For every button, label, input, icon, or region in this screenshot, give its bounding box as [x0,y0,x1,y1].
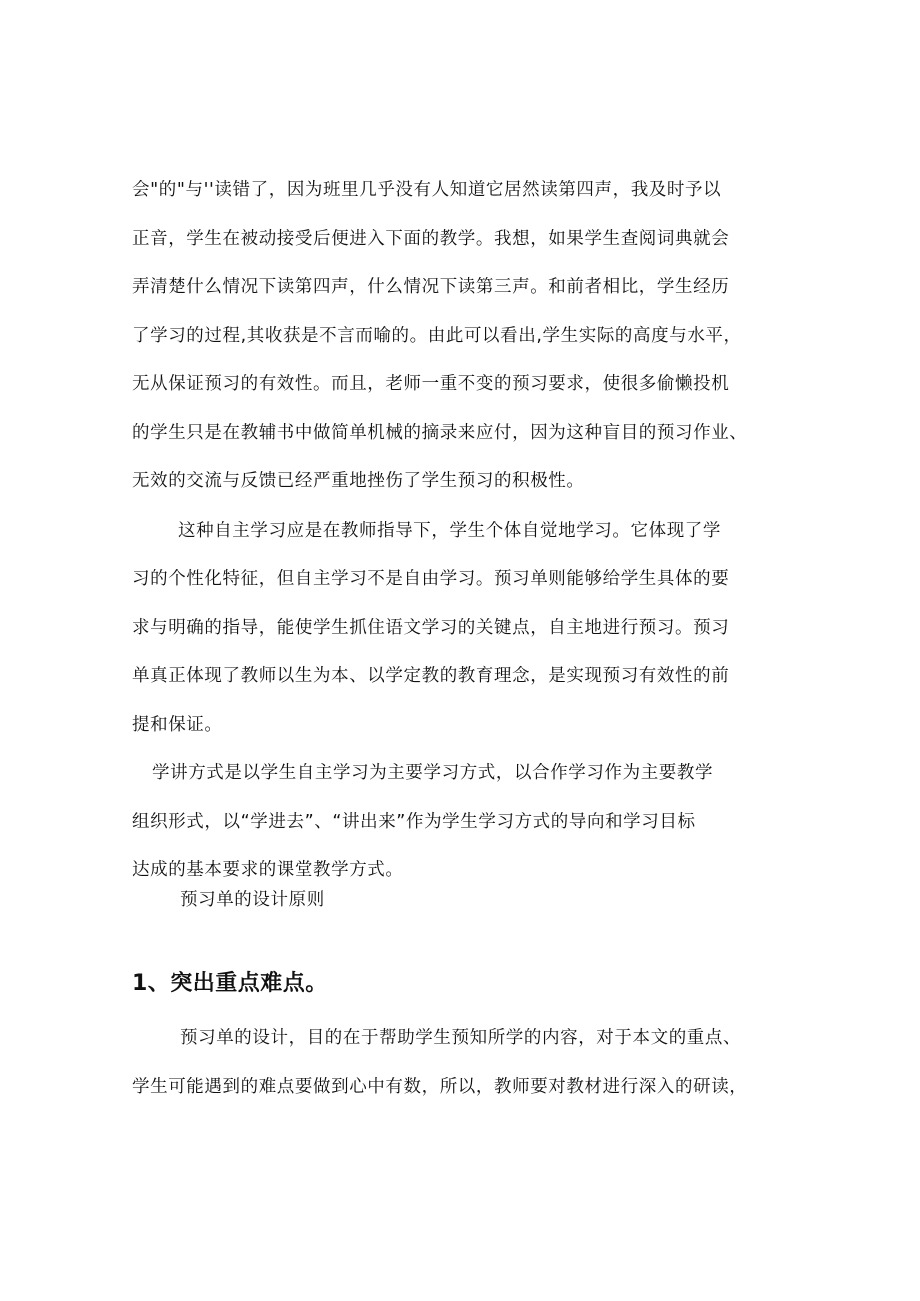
section-heading: 1、突出重点难点。 [132,971,328,996]
paragraph-3-line-2: 组织形式，以“学进去”、“讲出来”作为学生学习方式的导向和学习目标 [132,812,696,832]
paragraph-2-line-3: 求与明确的指导，能使学生抓住语文学习的关键点，自主地进行预习。预习 [132,618,730,638]
paragraph-1-line-6: 的学生只是在教辅书中做简单机械的摘录来应付，因为这种盲目的预习作业、 [132,423,748,443]
paragraph-1-line-4: 了学习的过程,其收获是不言而喻的。由此可以看出,学生实际的高度与水平， [132,326,742,346]
paragraph-2-line-2: 习的个性化特征，但自主学习不是自由学习。预习单则能够给学生具体的要 [132,569,730,589]
paragraph-3-line-3: 达成的基本要求的课堂教学方式。 [132,860,404,880]
final-paragraph-line-1: 预习单的设计，目的在于帮助学生预知所学的内容，对于本文的重点、 [180,1028,742,1048]
paragraph-1-line-1: 会"的"与''读错了，因为班里几乎没有人知道它居然读第四声，我及时予以 [132,180,722,200]
section-subtitle: 预习单的设计原则 [180,890,325,910]
paragraph-1-line-2: 正音，学生在被动接受后便进入下面的教学。我想，如果学生查阅词典就会 [132,229,730,249]
final-paragraph-line-2: 学生可能遇到的难点要做到心中有数，所以，教师要对教材进行深入的研读， [132,1077,748,1097]
paragraph-1-line-5: 无从保证预习的有效性。而且，老师一重不变的预习要求，使很多偷懒投机 [132,374,730,394]
paragraph-1-line-7: 无效的交流与反馈已经严重地挫伤了学生预习的积极性。 [132,471,585,491]
paragraph-2-line-5: 提和保证。 [132,715,223,735]
paragraph-2-line-4: 单真正体现了教师以生为本、以学定教的教育理念，是实现预习有效性的前 [132,666,730,686]
paragraph-3-line-1: 学讲方式是以学生自主学习为主要学习方式，以合作学习作为主要教学 [152,763,714,783]
paragraph-2-line-1: 这种自主学习应是在教师指导下，学生个体自觉地学习。它体现了学 [178,521,721,541]
paragraph-1-line-3: 弄清楚什么情况下读第四声，什么情况下读第三声。和前者相比，学生经历 [132,277,730,297]
